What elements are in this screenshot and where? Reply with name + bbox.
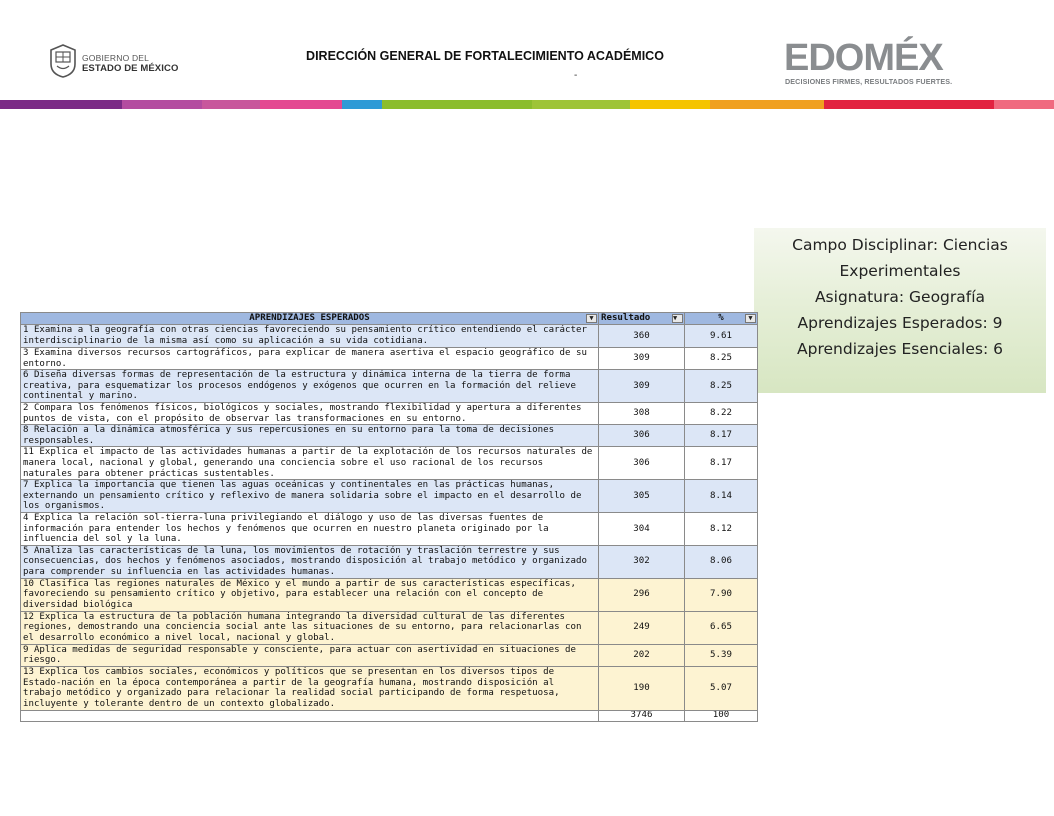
coat-of-arms-icon	[48, 44, 78, 78]
header-dot: -	[574, 70, 578, 81]
results-table	[20, 312, 758, 722]
stripe-segment	[122, 100, 202, 109]
edomex-slogan: DECISIONES FIRMES, RESULTADOS FUERTES.	[785, 77, 953, 86]
table-row	[21, 545, 758, 578]
learning-text: 13 Explica los cambios sociales, económicos y políticos que se presentan en los diversos tipos de Estado-nación en la época contemporánea a partir de la geografía humana, mostrando disposición al trabajo metódico y organizado para relacionar la realidad social participando de forma respetuosa, incluyente y tolerante dentro de un contexto globalizado.	[21, 666, 599, 710]
table-row	[21, 425, 758, 447]
aprendizajes-esperados-count: Aprendizajes Esperados: 9	[797, 314, 1003, 332]
learning-text: 3 Examina diversos recursos cartográficos, para explicar de manera asertiva el espacio geográfico de su entorno.	[21, 348, 599, 370]
table-row	[21, 611, 758, 644]
table-row	[21, 666, 758, 710]
campo-disciplinar-cont: Experimentales	[839, 262, 961, 280]
table-row	[21, 348, 758, 370]
table-row	[21, 480, 758, 513]
page-title: DIRECCIÓN GENERAL DE FORTALECIMIENTO ACADÉMICO	[306, 49, 664, 63]
learning-text: 9 Aplica medidas de seguridad responsable y consciente, para actuar con asertividad en situaciones de riesgo.	[21, 644, 599, 666]
aprendizajes-esenciales-count: Aprendizajes Esenciales: 6	[797, 340, 1003, 358]
filter-dropdown-icon[interactable]: ▼	[745, 314, 756, 323]
percent-value: 8.17	[685, 425, 758, 447]
learning-text: 1 Examina a la geografía con otras ciencias favoreciendo su pensamiento crítico entendiendo el carácter interdisciplinario de la misma así como su aplicación a su vida cotidiana.	[21, 325, 599, 348]
total-row	[21, 710, 758, 721]
stripe-segment	[710, 100, 824, 109]
stripe-segment	[202, 100, 260, 109]
result-value: 360	[599, 325, 685, 348]
estado-mexico-label: ESTADO DE MÉXICO	[82, 63, 179, 74]
total-label	[21, 710, 599, 721]
campo-disciplinar: Campo Disciplinar: Ciencias	[792, 236, 1008, 254]
table-row	[21, 644, 758, 666]
stripe-segment	[824, 100, 994, 109]
percent-value: 8.25	[685, 370, 758, 403]
learning-text: 4 Explica la relación sol-tierra-luna privilegiando el diálogo y uso de las diversas fuentes de información para entender los hechos y fenómenos que ocurren en nuestro planeta originado por la influencia del sol y la luna.	[21, 512, 599, 545]
percent-value: 8.14	[685, 480, 758, 513]
results-table-wrap	[20, 312, 757, 722]
percent-value: 5.39	[685, 644, 758, 666]
color-stripe	[0, 100, 1054, 109]
stripe-segment	[630, 100, 710, 109]
result-value: 306	[599, 425, 685, 447]
asignatura: Asignatura: Geografía	[814, 288, 986, 306]
result-value: 305	[599, 480, 685, 513]
percent-value: 8.22	[685, 402, 758, 424]
learning-text: 2 Compara los fenómenos físicos, biológicos y sociales, mostrando flexibilidad y apertura a diferentes puntos de vista, con el propósito de observar las transformaciones en su entorno.	[21, 402, 599, 424]
table-row	[21, 578, 758, 611]
learning-text: 6 Diseña diversas formas de representación de la estructura y dinámica interna de la tierra de forma creativa, para esquematizar los procesos endógenos y exógenos que ocurren en la formación del relieve continental y marino.	[21, 370, 599, 403]
total-result: 3746	[599, 710, 685, 721]
learning-text: 10 Clasifica las regiones naturales de México y el mundo a partir de sus características específicas, favoreciendo su pensamiento crítico y objetivo, para establecer una relación con el concepto de diversidad biológica	[21, 578, 599, 611]
stripe-segment	[532, 100, 630, 109]
percent-value: 8.06	[685, 545, 758, 578]
learning-text: 11 Explica el impacto de las actividades humanas a partir de la explotación de los recursos naturales de manera local, nacional y global, generando una conciencia sobre el uso racional de los recursos naturales para obtener prácticas sustentables.	[21, 447, 599, 480]
percent-value: 7.90	[685, 578, 758, 611]
subject-info-box	[754, 228, 1046, 393]
percent-value: 8.25	[685, 348, 758, 370]
percent-value: 5.07	[685, 666, 758, 710]
stripe-segment	[0, 100, 122, 109]
table-row	[21, 447, 758, 480]
percent-value: 8.12	[685, 512, 758, 545]
column-header-aprendizajes[interactable]: APRENDIZAJES ESPERADOS ▼	[21, 313, 599, 325]
percent-value: 9.61	[685, 325, 758, 348]
learning-text: 7 Explica la importancia que tienen las aguas oceánicas y continentales en las prácticas humanas, externando un pensamiento crítico y reflexivo de manera solidaria sobre el impacto en el desarrollo de los organismos.	[21, 480, 599, 513]
table-row	[21, 325, 758, 348]
table-row	[21, 512, 758, 545]
stripe-segment	[342, 100, 382, 109]
result-value: 309	[599, 348, 685, 370]
stripe-segment	[260, 100, 342, 109]
table-row	[21, 402, 758, 424]
result-value: 309	[599, 370, 685, 403]
gobierno-label: GOBIERNO DEL	[82, 53, 150, 63]
learning-text: 5 Analiza las características de la luna, los movimientos de rotación y traslación terrestre y sus consecuencias, dos hechos y fenómenos asociados, mostrando disposición al trabajo metódico y organizado para comprender su influencia en las actividades humanas.	[21, 545, 599, 578]
result-value: 308	[599, 402, 685, 424]
edomex-brand: EDOMÉX	[784, 37, 943, 79]
result-value: 296	[599, 578, 685, 611]
result-value: 202	[599, 644, 685, 666]
percent-value: 6.65	[685, 611, 758, 644]
result-value: 306	[599, 447, 685, 480]
column-header-percent[interactable]: % ▼	[685, 313, 758, 325]
gobierno-estado-mexico-logo	[48, 44, 188, 80]
total-percent: 100	[685, 710, 758, 721]
column-header-resultado[interactable]: Resultado ▼	[599, 313, 685, 325]
result-value: 304	[599, 512, 685, 545]
stripe-segment	[994, 100, 1054, 109]
result-value: 302	[599, 545, 685, 578]
result-value: 249	[599, 611, 685, 644]
learning-text: 8 Relación a la dinámica atmosférica y sus repercusiones en su entorno para la toma de decisiones responsables.	[21, 425, 599, 447]
stripe-segment	[382, 100, 532, 109]
result-value: 190	[599, 666, 685, 710]
edomex-logo	[784, 38, 994, 88]
learning-text: 12 Explica la estructura de la población humana integrando la diversidad cultural de las diferentes regiones, demostrando una conciencia social ante las situaciones de su entorno, para relacionarlas con el desarrollo económico a nivel local, nacional y global.	[21, 611, 599, 644]
table-row	[21, 370, 758, 403]
percent-value: 8.17	[685, 447, 758, 480]
filter-dropdown-icon[interactable]: ▼	[586, 314, 597, 323]
filter-dropdown-icon[interactable]: ▼	[672, 314, 683, 323]
